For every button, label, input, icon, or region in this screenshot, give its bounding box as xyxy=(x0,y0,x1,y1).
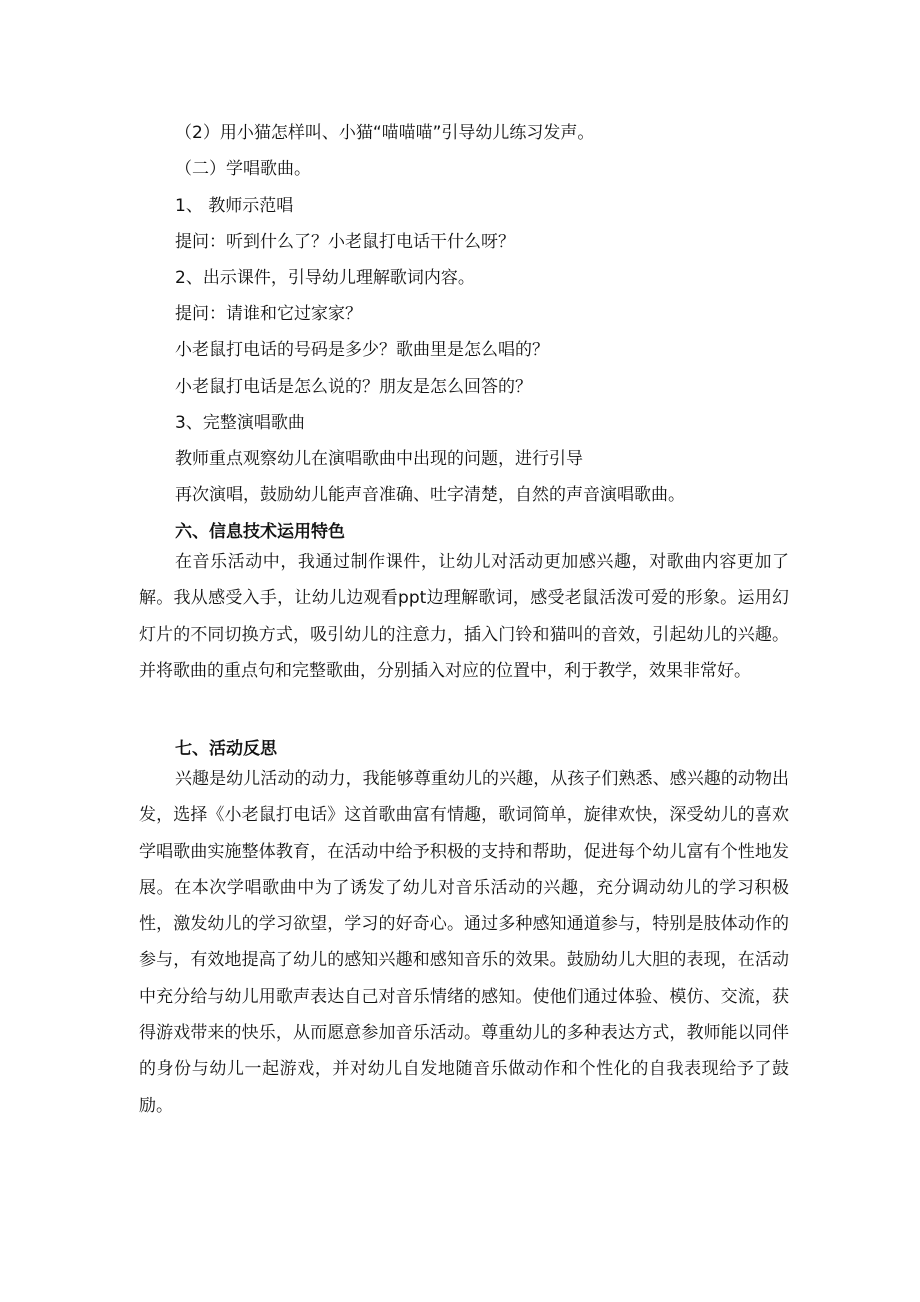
section-heading-reflection: 七、活动反思 xyxy=(175,739,277,759)
text-line-full-singing: 3、完整演唱歌曲 xyxy=(175,413,305,433)
paragraph-reflection: 兴趣是幼儿活动的动力，我能够尊重幼儿的兴趣，从孩子们熟悉、感兴趣的动物出发，选择《小老鼠打电话》这首歌曲富有情趣，歌词简单，旋律欢快，深受幼儿的喜欢学唱歌曲实施整体教育，在活动中给予积极的支持和帮助，促进每个幼儿富有个性地发展。在本次学唱歌曲中为了诱发了幼儿对音乐活动的兴趣，充分调动幼儿的学习积极性，激发幼儿的学习欲望，学习的好奇心。通过多种感知通道参与，特别是肢体动作的参与，有效地提高了幼儿的感知兴趣和感知音乐的效果。鼓励幼儿大胆的表现，在活动中充分给与幼儿用歌声表达自己对音乐情绪的感知。使他们通过体验、模仿、交流，获得游戏带来的快乐，从而愿意参加音乐活动。尊重幼儿的多种表达方式，教师能以同伴的身份与幼儿一起游戏，并对幼儿自发地随音乐做动作和个性化的自我表现给予了鼓励。 xyxy=(139,769,789,1116)
text-line-sound-practice: （2）用小猫怎样叫、小猫“喵喵喵”引导幼儿练习发声。 xyxy=(175,123,595,143)
text-line-teacher-demo: 1、 教师示范唱 xyxy=(175,196,294,216)
text-line-sing-again: 再次演唱，鼓励幼儿能声音准确、吐字清楚，自然的声音演唱歌曲。 xyxy=(175,485,685,505)
text-line-question-house: 提问：请谁和它过家家？ xyxy=(175,304,362,324)
text-line-question-heard: 提问：听到什么了？小老鼠打电话干什么呀？ xyxy=(175,232,515,252)
text-line-phone-talk: 小老鼠打电话是怎么说的？朋友是怎么回答的？ xyxy=(175,377,532,397)
text-line-phone-number: 小老鼠打电话的号码是多少？歌曲里是怎么唱的？ xyxy=(175,340,549,360)
paragraph-info-tech: 在音乐活动中，我通过制作课件，让幼儿对活动更加感兴趣，对歌曲内容更加了解。我从感受入手，让幼儿边观看ppt边理解歌词，感受老鼠活泼可爱的形象。运用幻灯片的不同切换方式，吸引幼儿的注意力，插入门铃和猫叫的音效，引起幼儿的兴趣。并将歌曲的重点句和完整歌曲，分别插入对应的位置中，利于教学，效果非常好。 xyxy=(139,552,789,681)
section-heading-info-tech: 六、信息技术运用特色 xyxy=(175,522,345,542)
text-line-show-courseware: 2、出示课件，引导幼儿理解歌词内容。 xyxy=(175,268,475,288)
text-line-teacher-observe: 教师重点观察幼儿在演唱歌曲中出现的问题，进行引导 xyxy=(175,449,583,469)
text-line-learn-song: （二）学唱歌曲。 xyxy=(175,159,311,179)
